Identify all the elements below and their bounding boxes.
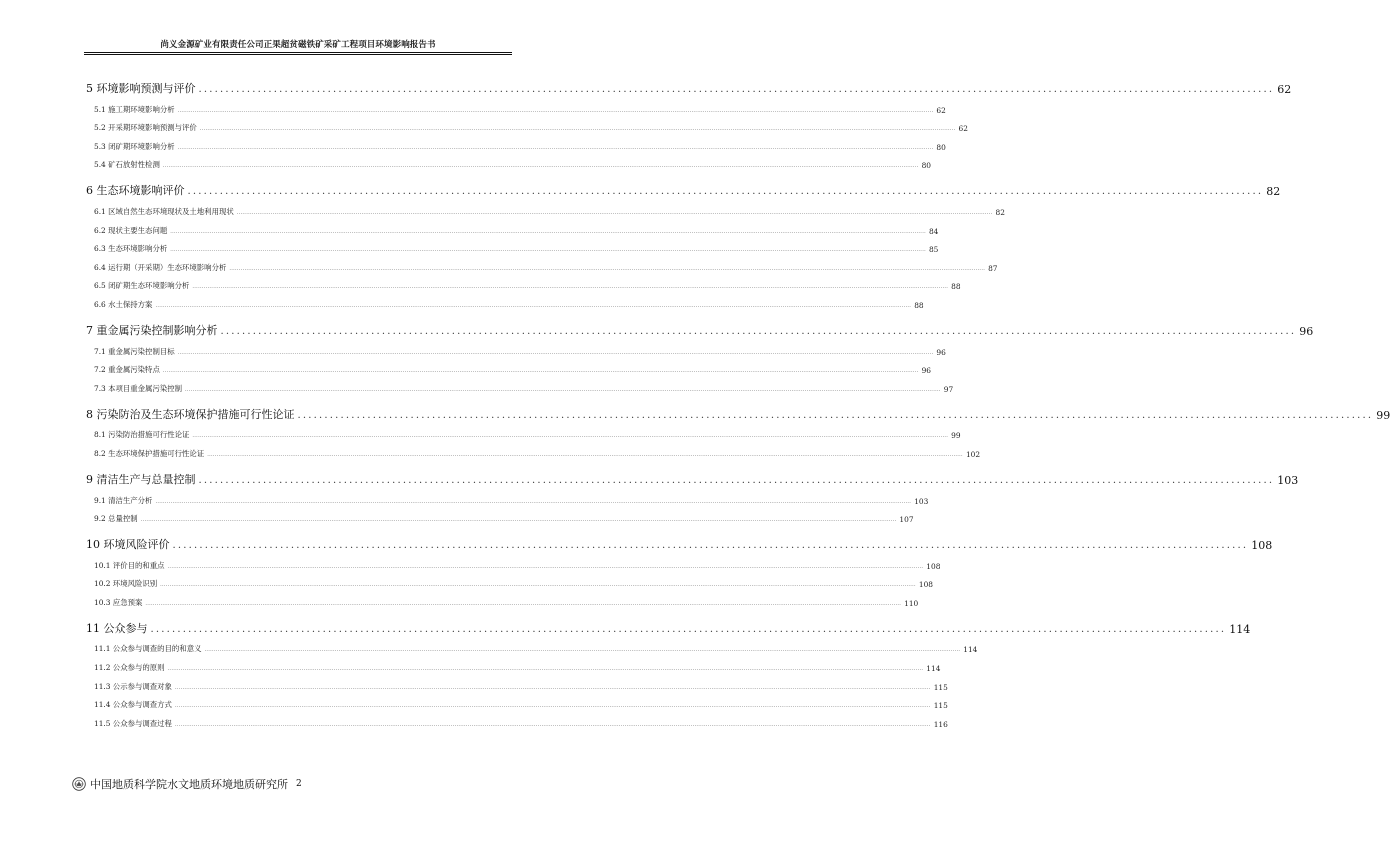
toc-section[interactable]	[86, 96, 946, 115]
toc-chapter-title: 10 环境风险评价	[86, 538, 170, 552]
toc-section-title: 11.4 公众参与调查方式	[94, 700, 172, 710]
toc-section-title: 11.3 公示参与调查对象	[94, 681, 172, 691]
toc-section-page: 96	[921, 366, 931, 376]
toc-section-page: 108	[926, 561, 941, 571]
toc-section-page: 80	[936, 142, 946, 152]
toc-leader-dots: ................................................................................................................................................................................................................................................................................................................................................................................................................	[192, 284, 949, 291]
toc-section[interactable]	[86, 422, 961, 441]
toc-section-title: 7.3 本项目重金属污染控制	[94, 383, 183, 393]
toc-section[interactable]	[86, 673, 948, 692]
toc-section-page: 88	[914, 300, 924, 310]
toc-chapter-title: 6 生态环境影响评价	[86, 184, 185, 198]
toc-chapter[interactable]	[86, 616, 1251, 636]
toc-section-page: 107	[899, 515, 914, 525]
table-of-contents	[86, 76, 1390, 729]
toc-section-page: 96	[936, 347, 946, 357]
toc-section-title: 5.1 施工期环境影响分析	[94, 104, 175, 114]
toc-leader-dots: ........................................................................................................................................................................................................	[297, 409, 1374, 421]
toc-chapter-title: 5 环境影响预测与评价	[86, 82, 196, 95]
toc-section-page: 103	[914, 496, 929, 506]
toc-leader-dots: ................................................................................................................................................................................................................................................................................................................................................................................................................	[174, 684, 931, 691]
toc-leader-dots: ................................................................................................................................................................................................................................................................................................................................................................................................................	[177, 107, 934, 114]
toc-section-title: 6.5 闭矿期生态环境影响分析	[94, 281, 190, 291]
toc-chapter-page: 114	[1229, 622, 1251, 636]
toc-section-title: 6.4 运行期（开采期）生态环境影响分析	[94, 262, 227, 272]
toc-chapter[interactable]	[86, 532, 1273, 553]
toc-chapter-page: 108	[1251, 539, 1273, 553]
toc-leader-dots: ................................................................................................................................................................................................................................................................................................................................................................................................................	[155, 498, 912, 505]
toc-section-page: 87	[988, 263, 998, 273]
toc-leader-dots: ................................................................................................................................................................................................................................................................................................................................................................................................................	[185, 386, 941, 393]
toc-section-title: 6.2 现状主要生态问题	[94, 225, 168, 235]
toc-section[interactable]	[86, 217, 939, 236]
toc-section-page: 102	[965, 449, 981, 459]
toc-section-title: 5.2 开采期环境影响预测与评价	[94, 123, 197, 133]
toc-leader-dots: ................................................................................................................................................................................................................................................................................................................................................................................................................	[229, 265, 986, 272]
toc-section-title: 8.1 污染防治措施可行性论证	[94, 430, 190, 440]
footer-institute: 中国地质科学院水文地质环境地质研究所	[90, 778, 288, 791]
toc-leader-dots: ................................................................................................................................................................................................................................................................................................................................................................................................................	[160, 582, 916, 589]
footer	[72, 776, 288, 792]
toc-leader-dots: ........................................................................................................................................................................................................	[198, 474, 1275, 486]
toc-chapter-title: 8 污染防治及生态环境保护措施可行性论证	[86, 407, 295, 421]
toc-section[interactable]	[86, 133, 946, 152]
toc-section-title: 7.1 重金属污染控制目标	[94, 346, 175, 356]
toc-leader-dots: ................................................................................................................................................................................................................................................................................................................................................................................................................	[145, 600, 902, 607]
toc-leader-dots: ................................................................................................................................................................................................................................................................................................................................................................................................................	[170, 247, 926, 254]
toc-section-page: 99	[951, 431, 961, 441]
toc-chapter-title: 7 重金属污染控制影响分析	[86, 323, 218, 337]
toc-section-title: 9.2 总量控制	[94, 514, 138, 524]
toc-section-title: 11.5 公众参与调查过程	[94, 718, 172, 728]
toc-section[interactable]	[86, 552, 941, 571]
toc-section-title: 7.2 重金属污染特点	[94, 365, 160, 375]
toc-section-title: 6.1 区域自然生态环境现状及土地利用现状	[94, 206, 234, 216]
toc-section-title: 11.2 公众参与的原则	[94, 663, 165, 673]
toc-section-page: 88	[951, 282, 961, 292]
toc-section[interactable]	[86, 440, 981, 459]
toc-section-page: 114	[963, 645, 978, 655]
toc-section-title: 10.2 环境风险识别	[94, 579, 158, 589]
toc-section[interactable]	[86, 291, 924, 310]
header-rule	[84, 52, 512, 55]
page-number: 2	[296, 779, 302, 789]
toc-leader-dots: ................................................................................................................................................................................................................................................................................................................................................................................................................	[236, 209, 993, 216]
toc-section-page: 115	[933, 701, 948, 711]
toc-section-title: 5.3 闭矿期环境影响分析	[94, 141, 175, 151]
toc-section-title: 6.6 水土保持方案	[94, 299, 153, 309]
toc-section[interactable]	[86, 487, 929, 506]
toc-leader-dots: ................................................................................................................................................................................................................................................................................................................................................................................................................	[174, 721, 931, 728]
toc-leader-dots: ................................................................................................................................................................................................................................................................................................................................................................................................................	[167, 666, 924, 673]
toc-chapter[interactable]	[86, 76, 1292, 96]
toc-section-page: 62	[936, 105, 946, 115]
toc-section[interactable]	[86, 273, 961, 292]
toc-section-title: 6.3 生态环境影响分析	[94, 244, 168, 254]
toc-leader-dots: ................................................................................................................................................................................................................................................................................................................................................................................................................	[170, 228, 926, 235]
toc-section[interactable]	[86, 357, 931, 376]
toc-section[interactable]	[86, 636, 978, 655]
toc-chapter-page: 82	[1266, 185, 1281, 199]
toc-chapter-title: 9 清洁生产与总量控制	[86, 472, 196, 486]
toc-leader-dots: ................................................................................................................................................................................................................................................................................................................................................................................................................	[192, 433, 949, 440]
toc-chapter-page: 99	[1376, 408, 1390, 422]
toc-chapter-page: 96	[1299, 324, 1314, 338]
toc-section[interactable]	[86, 506, 914, 525]
toc-leader-dots: ................................................................................................................................................................................................................................................................................................................................................................................................................	[162, 163, 919, 170]
toc-leader-dots: ................................................................................................................................................................................................................................................................................................................................................................................................................	[199, 126, 956, 133]
toc-chapter[interactable]	[86, 318, 1314, 338]
toc-section-page: 62	[958, 124, 968, 134]
toc-section-page: 84	[928, 226, 939, 236]
toc-chapter[interactable]	[86, 467, 1299, 487]
toc-section-page: 80	[921, 161, 931, 171]
toc-section[interactable]	[86, 654, 941, 674]
toc-section[interactable]	[86, 152, 931, 171]
toc-leader-dots: ................................................................................................................................................................................................................................................................................................................................................................................................................	[155, 302, 912, 309]
toc-leader-dots: ................................................................................................................................................................................................................................................................................................................................................................................................................	[177, 349, 934, 356]
toc-section-page: 115	[933, 682, 948, 692]
toc-leader-dots: ................................................................................................................................................................................................................................................................................................................................................................................................................	[207, 451, 963, 458]
toc-section[interactable]	[86, 375, 954, 394]
toc-section-page: 114	[926, 664, 941, 674]
toc-section-page: 108	[918, 580, 934, 590]
toc-section[interactable]	[86, 589, 919, 608]
toc-chapter[interactable]	[86, 178, 1281, 199]
running-header: 尚义金源矿业有限责任公司正果超贫磁铁矿采矿工程项目环境影响报告书	[160, 40, 436, 50]
toc-leader-dots: ........................................................................................................................................................................................................	[150, 623, 1227, 635]
toc-leader-dots: ................................................................................................................................................................................................................................................................................................................................................................................................................	[140, 517, 897, 524]
toc-section[interactable]	[86, 338, 946, 357]
toc-section-page: 82	[995, 207, 1005, 217]
toc-chapter-title: 11 公众参与	[86, 621, 148, 635]
toc-section[interactable]	[86, 115, 968, 134]
toc-section[interactable]	[86, 692, 948, 711]
toc-section[interactable]	[86, 236, 939, 255]
toc-section-page: 97	[943, 384, 954, 394]
toc-section-title: 5.4 矿石放射性检测	[94, 160, 160, 170]
toc-leader-dots: ........................................................................................................................................................................................................	[187, 186, 1264, 198]
toc-section-title: 8.2 生态环境保护措施可行性论证	[94, 448, 205, 458]
toc-leader-dots: ................................................................................................................................................................................................................................................................................................................................................................................................................	[162, 368, 919, 375]
toc-leader-dots: ................................................................................................................................................................................................................................................................................................................................................................................................................	[167, 563, 924, 570]
toc-section-title: 10.1 评价目的和重点	[94, 560, 165, 570]
toc-leader-dots: ................................................................................................................................................................................................................................................................................................................................................................................................................	[204, 647, 961, 654]
toc-section[interactable]	[86, 198, 1005, 217]
toc-section-page: 110	[904, 598, 919, 608]
toc-section-title: 11.1 公众参与调查的目的和意义	[94, 644, 202, 654]
toc-chapter-page: 62	[1277, 83, 1292, 96]
institute-seal-icon	[72, 777, 86, 791]
toc-section-title: 9.1 清洁生产分析	[94, 495, 153, 505]
toc-section[interactable]	[86, 254, 998, 273]
toc-leader-dots: ................................................................................................................................................................................................................................................................................................................................................................................................................	[174, 703, 931, 710]
toc-chapter-page: 103	[1277, 473, 1299, 487]
toc-section-title: 10.3 应急预案	[94, 597, 143, 607]
toc-chapter[interactable]	[86, 402, 1390, 422]
toc-section-page: 116	[933, 719, 948, 729]
toc-section[interactable]	[86, 571, 934, 590]
toc-section[interactable]	[86, 710, 948, 729]
toc-leader-dots: ................................................................................................................................................................................................................................................................................................................................................................................................................	[177, 144, 934, 151]
toc-section-page: 85	[928, 245, 939, 255]
toc-leader-dots: ........................................................................................................................................................................................................	[172, 540, 1249, 552]
toc-leader-dots: ........................................................................................................................................................................................................	[198, 84, 1275, 95]
toc-leader-dots: ........................................................................................................................................................................................................	[220, 325, 1297, 337]
